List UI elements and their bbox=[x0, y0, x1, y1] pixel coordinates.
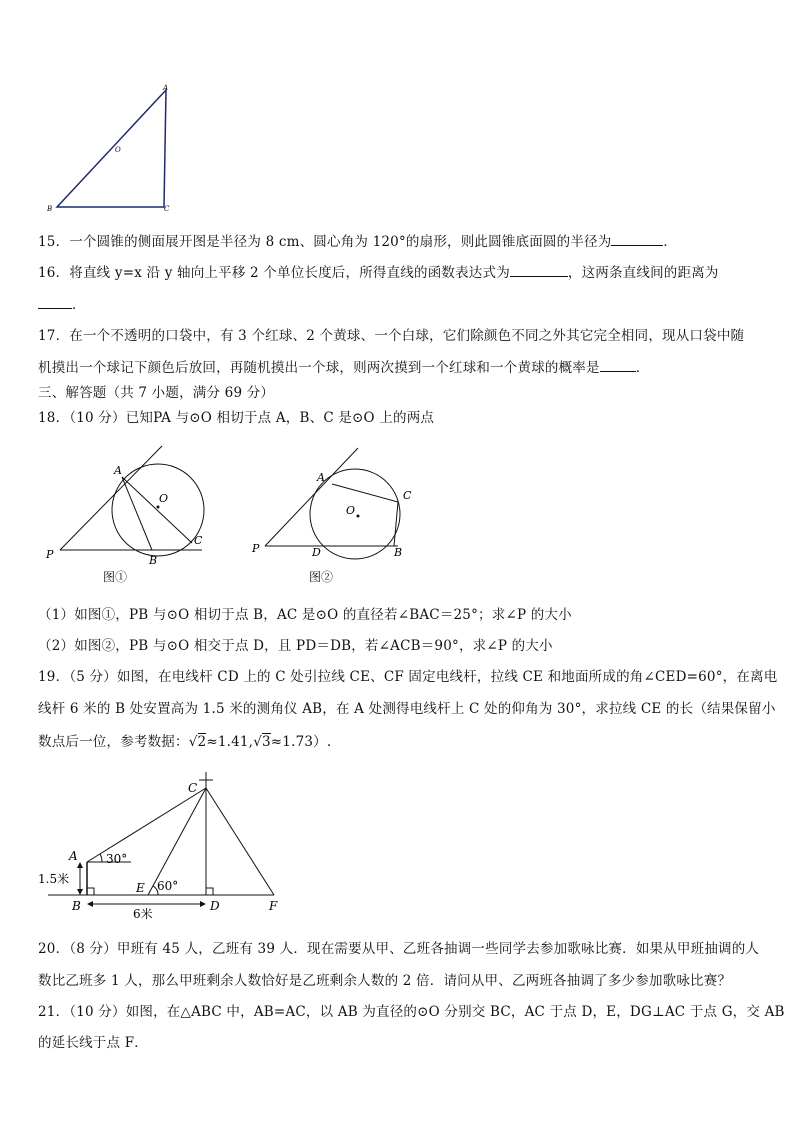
question-18-part2: （2）如图②，PB 与⊙O 相交于点 D，且 PD＝DB，若∠ACB＝90°，求∠P 的大小 bbox=[38, 638, 553, 654]
fig1-label-o: O bbox=[159, 492, 169, 505]
pole-figure bbox=[36, 770, 296, 920]
q19-approx2: ≈1.73 bbox=[270, 734, 314, 750]
question-19-line3 bbox=[38, 730, 331, 750]
label-a: A bbox=[163, 84, 169, 92]
quad-acb bbox=[332, 484, 398, 546]
triangle-abc bbox=[57, 90, 166, 207]
right-angle-d bbox=[206, 888, 213, 895]
question-21-line1: 21．（10 分）如图，在△ABC 中，AB=AC，以 AB 为直径的⊙O 分别交 BC，AC 于点 D，E，DG⊥AC 于点 G，交 AB bbox=[38, 1004, 785, 1020]
fig2-label-o: O bbox=[346, 504, 356, 517]
question-18-part1: （1）如图①，PB 与⊙O 相切于点 B，AC 是⊙O 的直径若∠BAC＝25°；求∠P 的大小 bbox=[38, 607, 572, 623]
circle-o-1 bbox=[112, 464, 204, 556]
question-16-cont bbox=[38, 293, 86, 313]
pole-label-c: C bbox=[188, 781, 198, 795]
line-ac bbox=[122, 477, 192, 543]
question-18-stem: 18．（10 分）已知PA 与⊙O 相切于点 A，B、C 是⊙O 上的两点 bbox=[38, 410, 435, 426]
triangle-figure bbox=[40, 80, 190, 220]
q17-end: ． bbox=[635, 360, 650, 376]
sqrt-icon: √ bbox=[253, 734, 262, 750]
line-ac-sight bbox=[87, 788, 206, 862]
arrow-down-icon bbox=[77, 889, 83, 895]
pole-label-e: E bbox=[136, 881, 145, 895]
figure-1-caption: 图① bbox=[103, 570, 128, 584]
q16-answer-blank-1[interactable] bbox=[510, 264, 568, 277]
pole-label-a: A bbox=[69, 849, 78, 863]
q17-text-1: 17．在一个不透明的口袋中，有 3 个红球、2 个黄球、一个白球，它们除颜色不同之外其它完全相同，现从口袋中随 bbox=[38, 328, 745, 344]
section-3-heading: 三、解答题（共 7 小题，满分 69 分） bbox=[38, 385, 275, 401]
question-21-line2: 的延长线于点 F． bbox=[38, 1035, 148, 1051]
distance-label: 6米 bbox=[133, 907, 153, 920]
center-dot-1 bbox=[157, 506, 160, 509]
q16-end: ． bbox=[72, 297, 86, 313]
fig2-label-d: D bbox=[312, 546, 321, 559]
fig1-label-b: B bbox=[149, 554, 158, 567]
pole-label-b: B bbox=[72, 899, 81, 913]
q17-text-2: 机摸出一个球记下颜色后放回，再随机摸出一个球，则两次摸到一个红球和一个黄球的概率是 bbox=[38, 360, 600, 376]
pole-label-f: F bbox=[269, 899, 278, 913]
q16-answer-blank-2[interactable] bbox=[38, 296, 72, 309]
figure-1 bbox=[42, 440, 222, 570]
question-17-line2 bbox=[38, 356, 649, 376]
line-p-tangent bbox=[60, 446, 162, 550]
sqrt-icon: √ bbox=[188, 734, 198, 750]
cable-cf bbox=[206, 788, 274, 895]
q15-text: 15．一个圆锥的侧面展开图是半径为 8 cm、圆心角为 120°的扇形，则此圆锥底面圆的半径为 bbox=[38, 234, 612, 250]
q15-answer-blank[interactable] bbox=[611, 233, 663, 246]
fig2-label-p: P bbox=[252, 542, 260, 555]
pole-label-d: D bbox=[210, 899, 220, 913]
angle-e-label: 60° bbox=[157, 879, 179, 893]
question-20-line1: 20．（8 分）甲班有 45 人，乙班有 39 人．现在需要从甲、乙班各抽调一些同学去参加歌咏比赛．如果从甲班抽调的人 bbox=[38, 941, 760, 957]
fig1-label-c: C bbox=[194, 534, 203, 547]
height-label: 1.5米 bbox=[38, 872, 70, 886]
fig1-label-p: P bbox=[46, 548, 54, 561]
fig2-label-a: A bbox=[317, 471, 325, 484]
line-ab bbox=[122, 477, 152, 550]
q17-answer-blank[interactable] bbox=[600, 359, 636, 372]
q16-mid: ，这两条直线间的距离为 bbox=[567, 265, 719, 281]
right-angle-b bbox=[87, 888, 94, 895]
q19-sqrt2: 2 bbox=[197, 734, 207, 750]
fig2-label-b: B bbox=[394, 546, 403, 559]
question-19-line2: 线杆 6 米的 B 处安置高为 1.5 米的测角仪 AB，在 A 处测得电线杆上 C 处的仰角为 30°，求拉线 CE 的长（结果保留小 bbox=[38, 701, 776, 717]
question-15 bbox=[38, 230, 677, 250]
fig1-label-a: A bbox=[114, 464, 122, 477]
label-c: C bbox=[164, 205, 170, 213]
arrow-up-icon bbox=[77, 862, 83, 868]
q19-approx1: ≈1.41, bbox=[206, 734, 254, 750]
line-p-tangent-2 bbox=[265, 448, 358, 546]
q19-sqrt3: 3 bbox=[262, 734, 271, 750]
q19-text-3b: ）. bbox=[313, 734, 332, 750]
q16-text: 16．将直线 y=x 沿 y 轴向上平移 2 个单位长度后，所得直线的函数表达式为 bbox=[38, 265, 510, 281]
q19-text-3a: 数点后一位，参考数据： bbox=[38, 734, 189, 750]
question-17-line1 bbox=[38, 324, 744, 344]
figure-2-caption: 图② bbox=[309, 570, 334, 584]
question-16 bbox=[38, 261, 719, 281]
center-dot-2 bbox=[357, 515, 360, 518]
label-b: B bbox=[47, 205, 53, 213]
fig2-label-c: C bbox=[403, 489, 412, 502]
question-19-line1: 19．（5 分）如图，在电线杆 CD 上的 C 处引拉线 CE、CF 固定电线杆，拉线 CE 和地面所成的角∠CED=60°，在离电 bbox=[38, 669, 778, 685]
angle-arc-a bbox=[100, 854, 102, 862]
arrow-left-icon bbox=[87, 901, 93, 907]
arrow-right-icon bbox=[200, 901, 206, 907]
label-o: O bbox=[115, 146, 121, 154]
question-20-line2: 数比乙班多 1 人，那么甲班剩余人数恰好是乙班剩余人数的 2 倍．请问从甲、乙两班各抽调了多少参加歌咏比赛？ bbox=[38, 973, 732, 989]
q15-end: ． bbox=[663, 234, 678, 250]
angle-a-label: 30° bbox=[106, 852, 128, 866]
figure-2 bbox=[248, 440, 428, 570]
